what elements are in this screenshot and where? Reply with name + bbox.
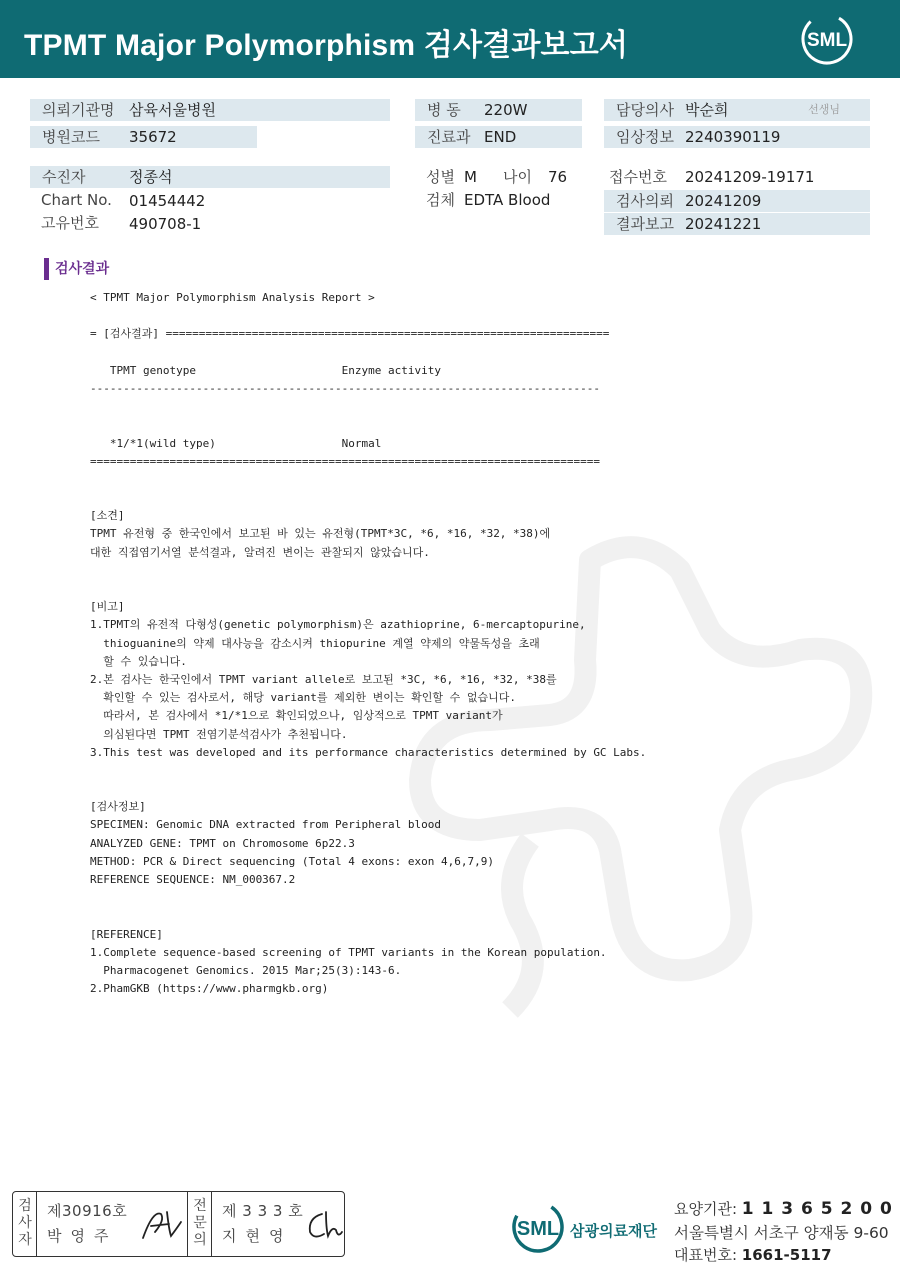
report-line <box>90 762 690 780</box>
report-title: TPMT Major Polymorphism 검사결과보고서 <box>24 29 629 62</box>
footer-org-name: 삼광의료재단 <box>570 1222 657 1240</box>
report-line <box>90 416 690 434</box>
inspector-signature-icon <box>139 1206 183 1246</box>
report-line: 할 수 있습니다. <box>90 654 187 668</box>
report-body <box>90 289 690 998</box>
logo-text: SML <box>806 30 848 51</box>
report-line <box>90 307 690 325</box>
report-line: ============================================================================= <box>90 454 600 468</box>
inspector-license: 제30916호 <box>47 1202 128 1220</box>
report-line <box>90 889 690 907</box>
specialist-license: 제 3 3 3 호 <box>222 1202 304 1220</box>
sex-value: M <box>464 168 477 186</box>
report-date-value: 20241221 <box>685 215 762 233</box>
patient-field: 수진자 정종석 <box>30 166 390 188</box>
report-line <box>90 780 690 798</box>
dept-value: END <box>484 128 517 146</box>
specimen-label: 검체 <box>426 191 455 209</box>
clinical-info-value: 2240390119 <box>685 128 781 146</box>
report-line <box>90 344 690 362</box>
chart-no-label: Chart No. <box>41 191 112 209</box>
age-value: 76 <box>548 168 568 186</box>
footer-phone: 대표번호: 1661-5117 <box>674 1246 832 1264</box>
report-header <box>0 0 900 78</box>
report-line: TPMT genotype Enzyme activity <box>90 363 441 377</box>
request-date-value: 20241209 <box>685 192 762 210</box>
unique-no-value: 490708-1 <box>129 215 202 233</box>
sex-label: 성별 <box>426 168 455 186</box>
request-date-field: 검사의뢰 20241209 <box>604 190 870 212</box>
report-line: thioguanine의 약제 대사능을 감소시켜 thiopurine 계열 약제의 약물독성을 초래 <box>90 636 540 650</box>
inspector-name: 박영주 <box>47 1227 118 1245</box>
specialist-vertical-label: 전문의 <box>188 1192 212 1256</box>
report-line: [소견] <box>90 509 125 523</box>
specialist-signature-icon <box>304 1208 344 1244</box>
footer-logo-text: SML <box>516 1218 560 1240</box>
receipt-label: 접수번호 <box>609 168 667 186</box>
report-date-field: 결과보고 20241221 <box>604 213 870 235</box>
report-line <box>90 471 690 489</box>
report-line <box>90 398 690 416</box>
specimen-value: EDTA Blood <box>464 191 551 209</box>
report-line: 의심된다면 TPMT 전염기분석검사가 추천됩니다. <box>90 727 348 741</box>
report-line: [비고] <box>90 600 125 614</box>
report-line: 따라서, 본 검사에서 *1/*1으로 확인되었으나, 임상적으로 TPMT variant가 <box>90 709 503 723</box>
report-line: ANALYZED GENE: TPMT on Chromosome 6p22.3 <box>90 836 355 850</box>
report-line: METHOD: PCR & Direct sequencing (Total 4 exons: exon 4,6,7,9) <box>90 854 494 868</box>
report-line: < TPMT Major Polymorphism Analysis Report > <box>90 291 375 304</box>
ward-field: 병 동 220W <box>415 99 582 121</box>
report-line <box>90 489 690 507</box>
section-title: 검사결과 <box>44 258 109 280</box>
signature-box <box>12 1191 345 1257</box>
hospital-code-value: 35672 <box>129 128 177 146</box>
report-line: [검사정보] <box>90 800 146 814</box>
sml-logo <box>800 12 854 66</box>
chart-no-value: 01454442 <box>129 192 206 210</box>
report-line: 1.TPMT의 유전적 다형성(genetic polymorphism)은 azathioprine, 6-mercaptopurine, <box>90 618 586 632</box>
report-line: 확인할 수 있는 검사로서, 해당 variant를 제외한 변이는 확인할 수 없습니다. <box>90 691 516 705</box>
doctor-field: 담당의사 박순희 선생님 <box>604 99 870 121</box>
report-line: SPECIMEN: Genomic DNA extracted from Peripheral blood <box>90 818 441 832</box>
report-line: [REFERENCE] <box>90 927 163 941</box>
footer-code: 요양기관: 1 1 3 6 5 2 0 0 <box>674 1199 893 1219</box>
ward-value: 220W <box>484 101 528 119</box>
hospital-code-field: 병원코드 35672 <box>30 126 257 148</box>
dept-field: 진료과 END <box>415 126 582 148</box>
doctor-value: 박순희 <box>685 101 729 119</box>
report-line: REFERENCE SEQUENCE: NM_000367.2 <box>90 873 296 886</box>
report-line: = [검사결과] =================================================================== <box>90 327 610 341</box>
report-line: 3.This test was developed and its performance characteristics determined by GC Labs. <box>90 745 647 759</box>
report-line: 1.Complete sequence-based screening of TPMT variants in the Korean population. <box>90 945 607 959</box>
footer-address: 서울특별시 서초구 양재동 9-60 <box>674 1224 889 1242</box>
unique-no-label: 고유번호 <box>41 214 99 232</box>
institution-field: 의뢰기관명 삼육서울병원 <box>30 99 390 121</box>
institution-value: 삼육서울병원 <box>129 101 216 119</box>
patient-value: 정종석 <box>129 168 173 186</box>
age-label: 나이 <box>503 168 532 186</box>
inspector-cell <box>37 1192 188 1256</box>
clinical-info-field: 임상정보 2240390119 <box>604 126 870 148</box>
report-line: 2.본 검사는 한국인에서 TPMT variant allele로 보고된 *3C, *6, *16, *32, *38를 <box>90 672 557 686</box>
report-line: Pharmacogenet Genomics. 2015 Mar;25(3):143-6. <box>90 963 402 977</box>
report-line: *1/*1(wild type) Normal <box>90 436 382 450</box>
footer-sml-logo <box>508 1200 570 1254</box>
receipt-value: 20241209-19171 <box>685 168 815 186</box>
report-line <box>90 562 690 580</box>
specialist-name: 지현영 <box>222 1227 293 1245</box>
doctor-hint: 선생님 <box>808 103 840 116</box>
report-line: 2.PhamGKB (https://www.pharmgkb.org) <box>90 982 329 996</box>
report-line: ----------------------------------------------------------------------------- <box>90 381 600 395</box>
report-line: TPMT 유전형 중 한국인에서 보고된 바 있는 유전형(TPMT*3C, *6, *16, *32, *38)에 <box>90 527 551 541</box>
report-line: 대한 직접염기서열 분석결과, 알려진 변이는 관찰되지 않았습니다. <box>90 545 430 559</box>
inspector-vertical-label: 검사자 <box>13 1192 37 1256</box>
specialist-cell <box>212 1192 345 1256</box>
report-line <box>90 907 690 925</box>
report-line <box>90 580 690 598</box>
